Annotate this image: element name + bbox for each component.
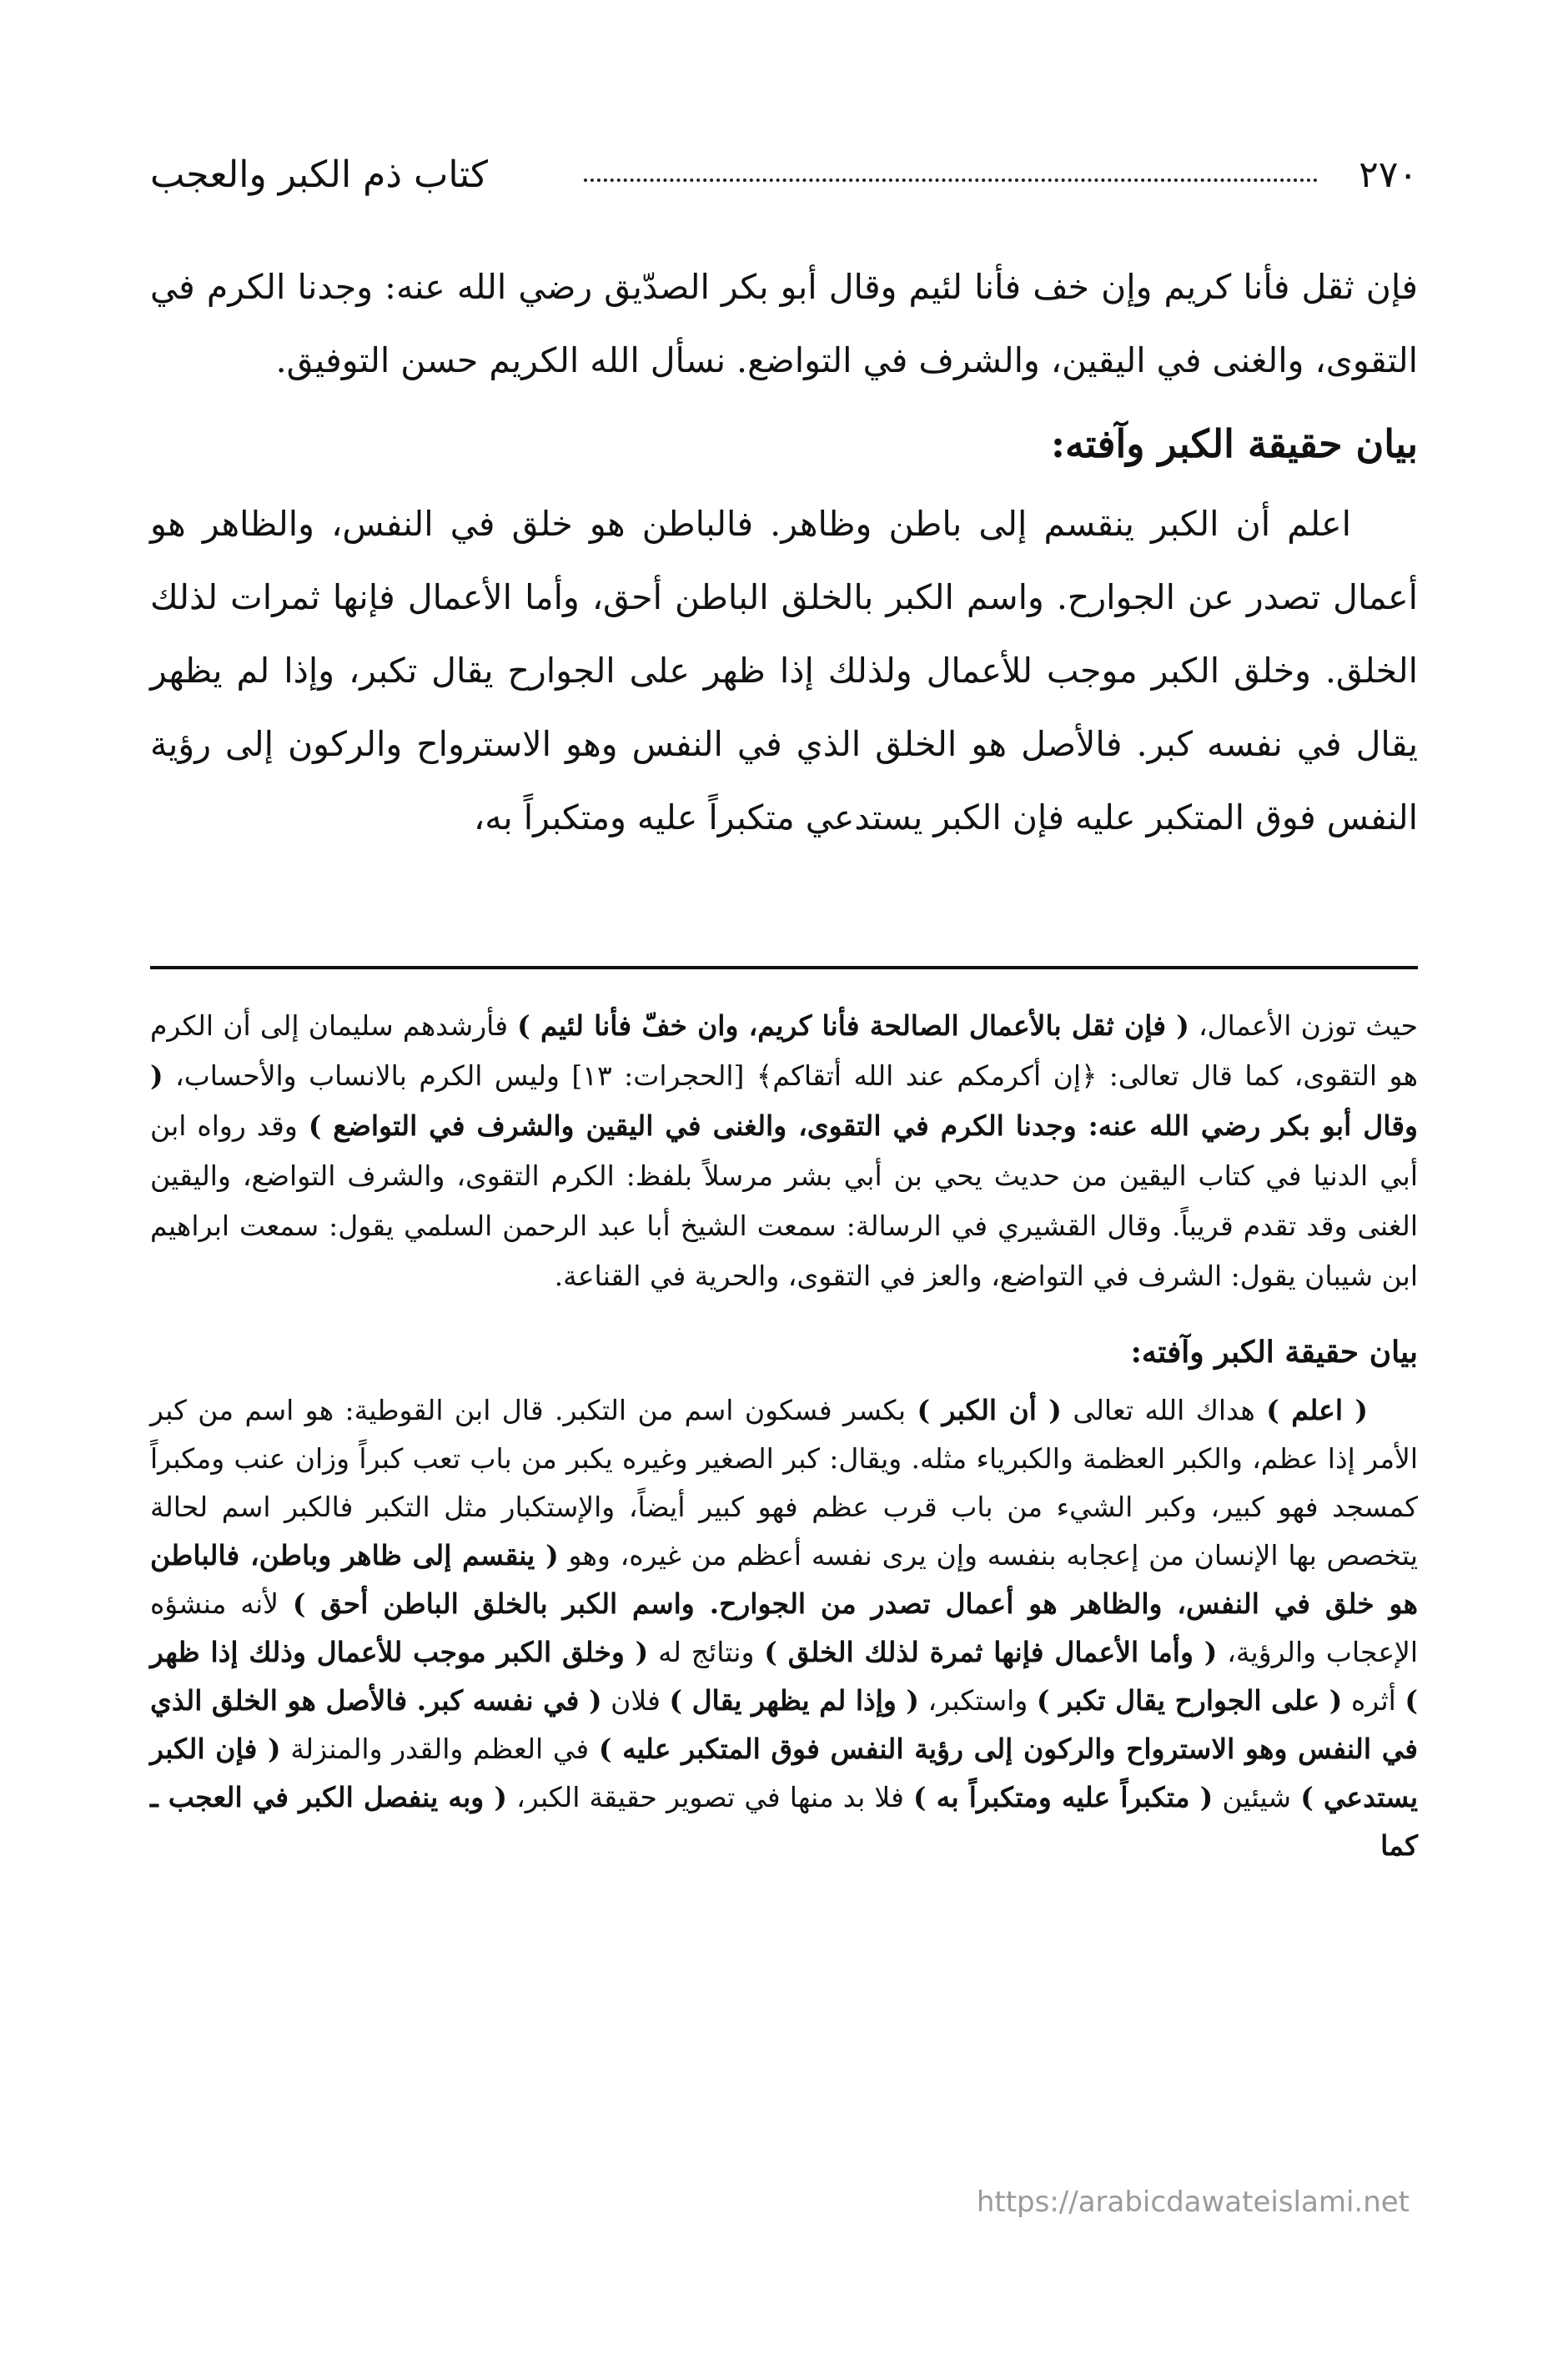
page-header (150, 150, 1418, 209)
quoted-text: ( أن الكبر ) (917, 1394, 1062, 1426)
commentary-text: واستكبر، (918, 1684, 1037, 1717)
quoted-text: ( اعلم ) (1266, 1394, 1369, 1426)
section-title: بيان حقيقة الكبر وآفته: (1050, 421, 1418, 466)
quoted-text: ( على الجوارح يقال تكبر ) (1036, 1684, 1343, 1717)
quoted-text: ( فإن ثقل بالأعمال الصالحة فأنا كريم، وان خفّ فأنا لئيم ) (517, 1009, 1189, 1042)
footnote-divider (150, 966, 1418, 969)
page-number: ٢٧٠ (1359, 153, 1418, 196)
quoted-text: ( متكبراً عليه ومتكبراً به ) (913, 1781, 1214, 1813)
commentary-paragraph-2 (150, 1386, 1418, 1870)
quoted-text: ( وإذا لم يظهر يقال ) (669, 1684, 919, 1717)
quoted-text: ( وأما الأعمال فإنها ثمرة لذلك الخلق ) (764, 1636, 1218, 1668)
watermark-url: https://arabicdawateislami.net (976, 2185, 1410, 2219)
commentary-text: هداك الله تعالى (1061, 1394, 1267, 1426)
commentary-text: فأرشدهم سليمان إلى أن الكرم هو التقوى، كما قال تعالى: ﴿إن أكرمكم عند الله أتقاكم﴾ [الحجرات: ١٣] وليس الكرم بالانساب والأحساب، (150, 1009, 1418, 1092)
quoted-text: ( في نفسه كبر. فالأصل هو الخلق الذي في النفس وهو الاسترواح والركون إلى رؤية النفس فوق المتكبر عليه ) (150, 1684, 1418, 1765)
commentary-text: فلان (601, 1684, 670, 1717)
commentary-section-title: بيان حقيقة الكبر وآفته: (1130, 1335, 1418, 1370)
quoted-text: ( وقال أبو بكر رضي الله عنه: وجدنا الكرم في التقوى، والغنى في اليقين والشرف في التواضع ) (150, 1059, 1418, 1142)
commentary-text: في العظم والقدر والمنزلة (280, 1733, 599, 1765)
main-text (150, 250, 1418, 854)
commentary (150, 1001, 1418, 1870)
running-title: كتاب ذم الكبر والعجب (150, 153, 489, 196)
commentary-text: وقد رواه ابن أبي الدنيا في كتاب اليقين من حديث يحي بن أبي بشر مرسلاً بلفظ: الكرم التقوى، والشرف التواضع، واليقين الغنى وقد تقدم قريباً. وقال القشيري في الرسالة: سمعت الشيخ أبا عبد الرحمن السلمي يقول: سمعت ابراهيم ابن شيبان يقول: الشرف في التواضع، والعز في التقوى، والحرية في القناعة. (150, 1109, 1418, 1292)
commentary-text: ونتائج له (648, 1636, 765, 1668)
commentary-text: حيث توزن الأعمال، (1189, 1009, 1419, 1042)
commentary-paragraph-1 (150, 1001, 1418, 1301)
main-paragraph-2: اعلم أن الكبر ينقسم إلى باطن وظاهر. فالباطن هو خلق في النفس، والظاهر هو أعمال تصدر عن الجوارح. واسم الكبر بالخلق الباطن أحق، وأما الأعمال فإنها ثمرات لذلك الخلق. وخلق الكبر موجب للأعمال ولذلك إذا ظهر على الجوارح يقال تكبر، وإذا لم يظهر يقال في نفسه كبر. فالأصل هو الخلق الذي في النفس وهو الاسترواح والركون إلى رؤية النفس فوق المتكبر عليه فإن الكبر يستدعي متكبراً عليه ومتكبراً به، (150, 504, 1418, 837)
commentary-text: فلا بد منها في تصوير حقيقة الكبر، (506, 1781, 914, 1813)
header-dotted-leader (584, 179, 1318, 182)
commentary-text: أثره (1342, 1684, 1405, 1717)
quoted-text: ( ينقسم إلى ظاهر وباطن، فالباطن هو خلق في النفس، والظاهر هو أعمال تصدر من الجوارح. واسم الكبر بالخلق الباطن أحق ) (150, 1539, 1419, 1620)
quoted-text: ( وخلق الكبر موجب للأعمال وذلك إذا ظهر ) (150, 1636, 1418, 1717)
main-paragraph-1: فإن ثقل فأنا كريم وإن خف فأنا لئيم وقال أبو بكر الصدّيق رضي الله عنه: وجدنا الكرم في التقوى، والغنى في اليقين، والشرف في التواضع. نسأل الله الكريم حسن التوفيق. (150, 267, 1418, 380)
commentary-text: لأنه منشؤه الإعجاب والرؤية، (150, 1587, 1419, 1668)
commentary-text: شيئين (1213, 1781, 1301, 1813)
quoted-text: ( وبه ينفصل الكبر في العجب ـ كما (150, 1781, 1418, 1862)
commentary-text: بكسر فسكون اسم من التكبر. قال ابن القوطية: هو اسم من كبر الأمر إذا عظم، والكبر العظمة والكبرياء مثله. ويقال: كبر الصغير وغيره يكبر من باب تعب كبراً وزان عنب ومكبراً كمسجد فهو كبير، وكبر الشيء من باب قرب عظم فهو كبير أيضاً، والإستكبار مثل التكبر فالكبر اسم لحالة يتخصص بها الإنسان من إعجابه بنفسه وإن يرى نفسه أعظم من غيره، وهو (150, 1394, 1419, 1572)
quoted-text: ( فإن الكبر يستدعي ) (150, 1733, 1419, 1813)
